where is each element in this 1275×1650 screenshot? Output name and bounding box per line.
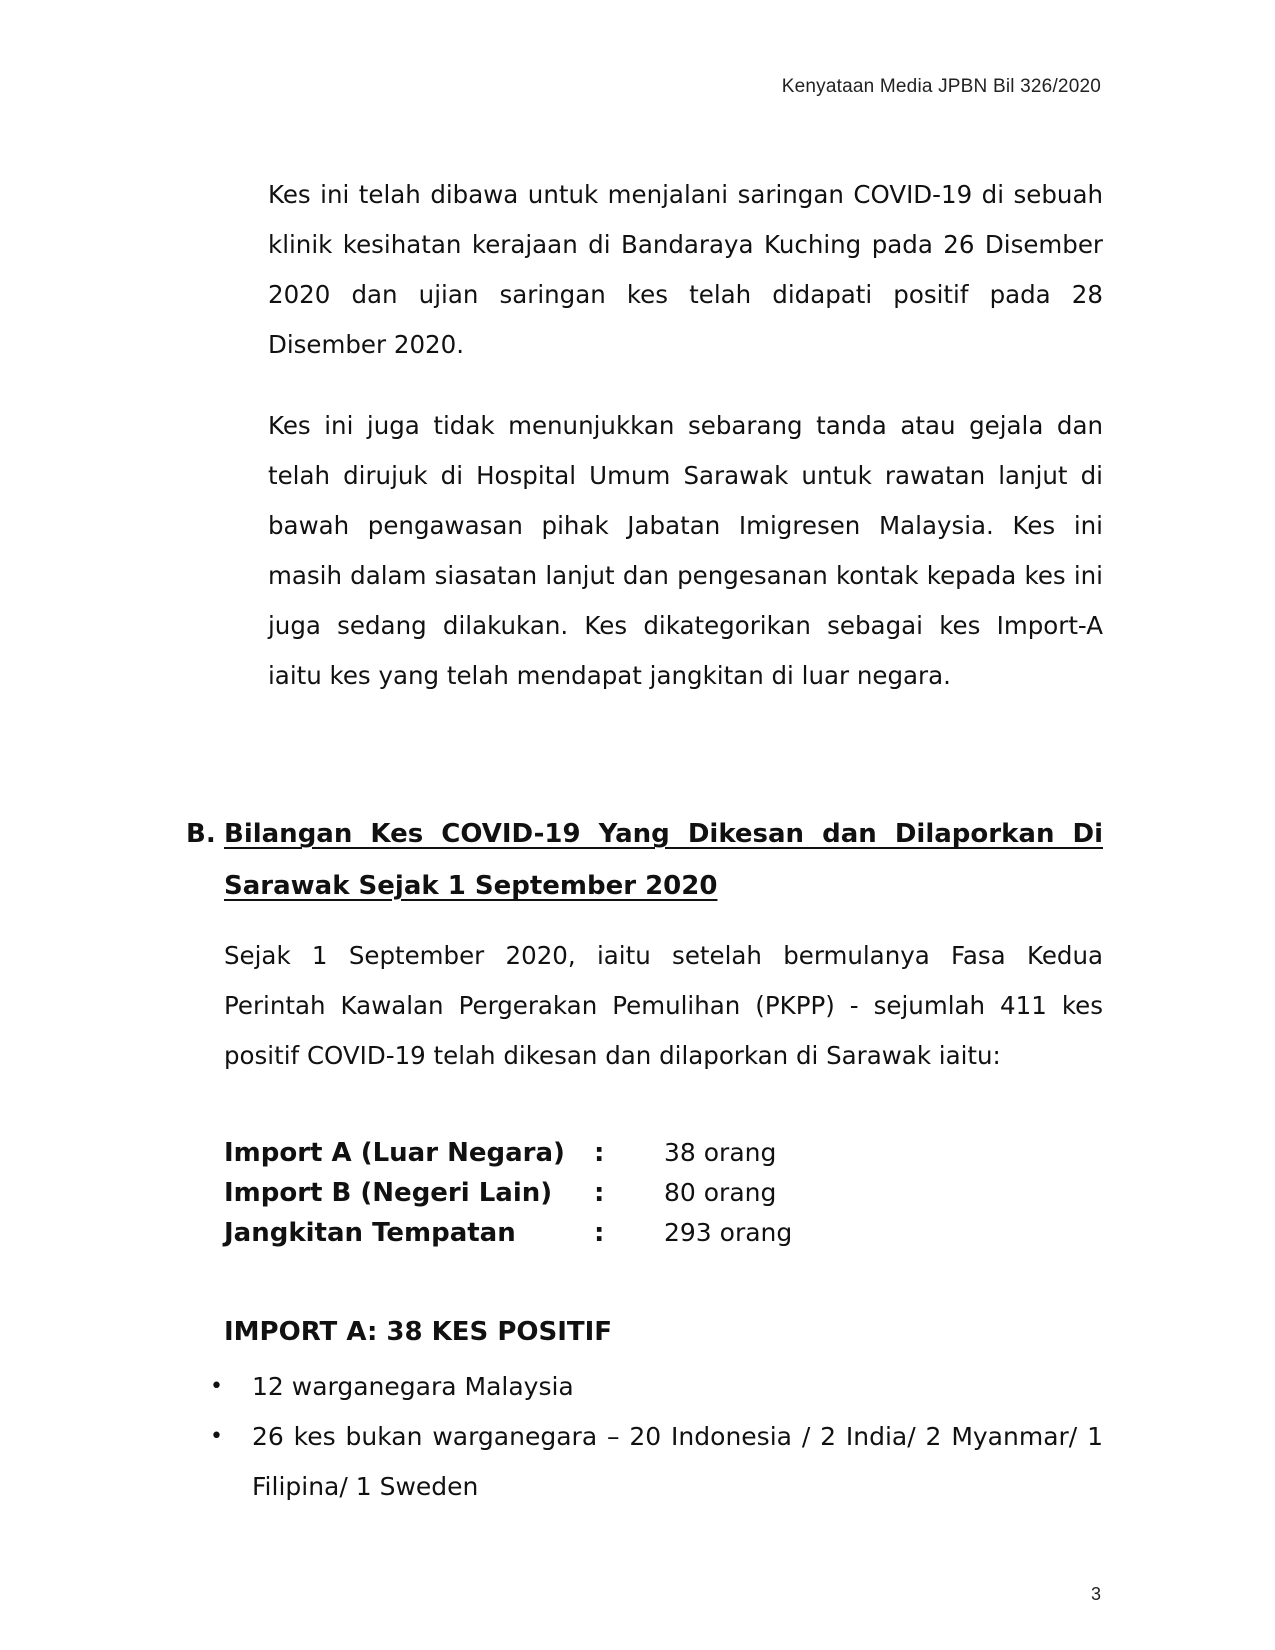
- section-b-heading: [186, 808, 1103, 912]
- list-item: [210, 1362, 1103, 1412]
- count-value: 80 orang: [664, 1178, 777, 1207]
- section-b-letter: B.: [186, 819, 216, 849]
- count-label: Jangkitan Tempatan: [224, 1218, 516, 1248]
- count-label: Import A (Luar Negara): [224, 1138, 565, 1168]
- list-item-text: 12 warganegara Malaysia: [252, 1372, 574, 1401]
- count-separator: :: [594, 1218, 605, 1248]
- count-row-local: [224, 1213, 792, 1253]
- paragraph-screening-details: Kes ini telah dibawa untuk menjalani saringan COVID-19 di sebuah klinik kesihatan kerajaan di Bandaraya Kuching pada 26 Disember 2020 dan ujian saringan kes telah didapati positif pada 28 Disember 2020.: [268, 180, 1103, 359]
- case-counts-table: [224, 1133, 792, 1253]
- count-value: 293 orang: [664, 1218, 793, 1247]
- count-row-import-b: [224, 1173, 792, 1213]
- count-separator: :: [594, 1178, 605, 1208]
- import-a-heading: IMPORT A: 38 KES POSITIF: [224, 1317, 613, 1347]
- import-a-list: [210, 1362, 1103, 1512]
- count-separator: :: [594, 1138, 605, 1168]
- list-item-text: 26 kes bukan warganegara – 20 Indonesia / 2 India/ 2 Myanmar/ 1 Filipina/ 1 Sweden: [252, 1422, 1103, 1501]
- paragraph-case-status: Kes ini juga tidak menunjukkan sebarang tanda atau gejala dan telah dirujuk di Hospital Umum Sarawak untuk rawatan lanjut di bawah pengawasan pihak Jabatan Imigresen Malaysia. Kes ini masih dalam siasatan lanjut dan pengesanan kontak kepada kes ini juga sedang dilakukan. Kes dikategorikan sebagai kes Import-A iaitu kes yang telah mendapat jangkitan di luar negara.: [268, 411, 1103, 690]
- section-b-title: Bilangan Kes COVID-19 Yang Dikesan dan Dilaporkan Di Sarawak Sejak 1 September 2020: [224, 819, 1103, 901]
- page-number: 3: [1090, 1584, 1101, 1604]
- count-value: 38 orang: [664, 1138, 777, 1167]
- bullet-icon: •: [210, 1374, 223, 1399]
- document-reference-header: Kenyataan Media JPBN Bil 326/2020: [781, 76, 1101, 97]
- bullet-icon: •: [210, 1424, 223, 1449]
- list-item: [210, 1412, 1103, 1512]
- section-b-intro: Sejak 1 September 2020, iaitu setelah bermulanya Fasa Kedua Perintah Kawalan Pergerakan Pemulihan (PKPP) - sejumlah 411 kes positif COVID-19 telah dikesan dan dilaporkan di Sarawak iaitu:: [224, 941, 1103, 1070]
- count-row-import-a: [224, 1133, 792, 1173]
- count-label: Import B (Negeri Lain): [224, 1178, 553, 1208]
